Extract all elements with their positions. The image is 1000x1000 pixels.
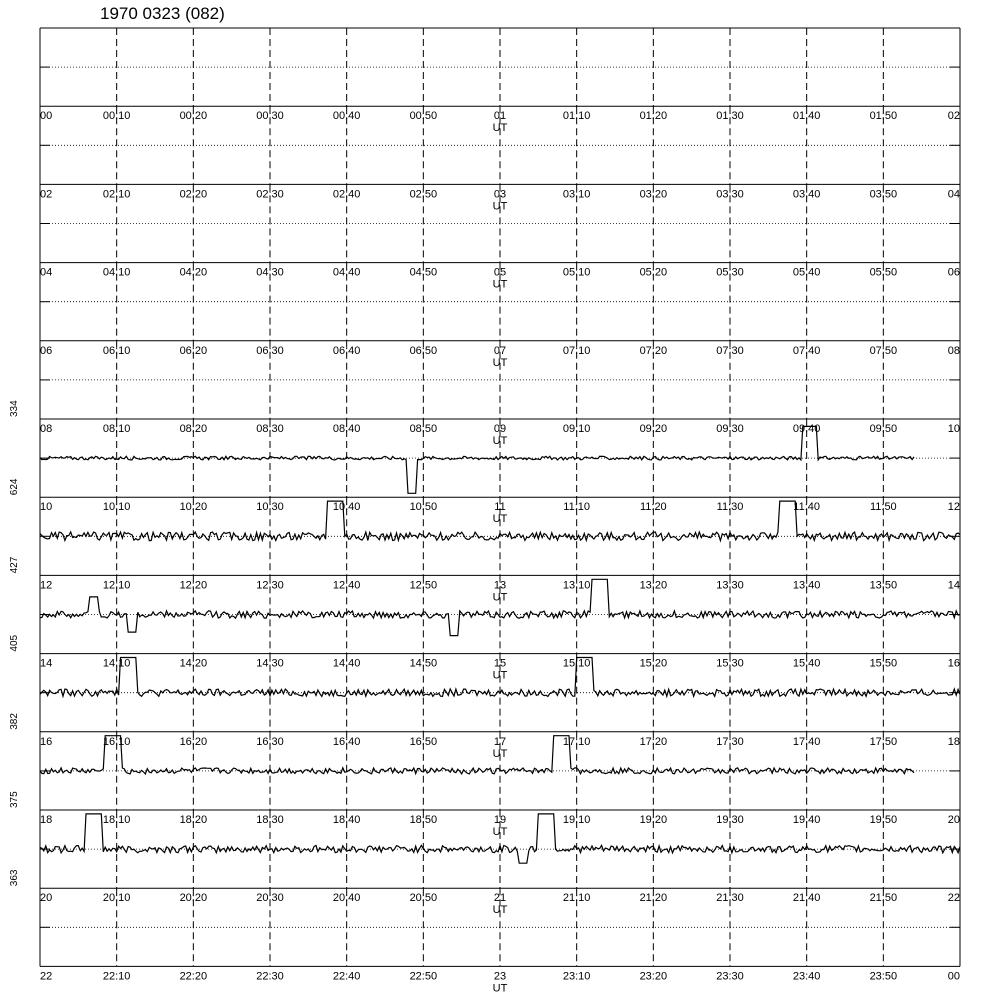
x-tick-label: 07:50	[869, 344, 898, 357]
x-tick-label: 15:20	[639, 657, 668, 670]
x-tick-label: 08:40	[332, 423, 361, 435]
x-tick-label: 19:20	[639, 814, 668, 826]
x-tick-label: 08:30	[256, 423, 284, 435]
x-tick-label: 20:40	[332, 892, 361, 905]
x-tick-label: 13:30	[716, 579, 744, 592]
chart-title: 1970 0323 (082)	[100, 4, 225, 23]
x-tick-label: 19:30	[716, 814, 744, 826]
x-tick-label: 22	[947, 892, 960, 905]
x-tick-label: 04	[947, 188, 960, 201]
x-tick-label: 06:20	[179, 344, 208, 357]
x-tick-label: 02	[40, 188, 53, 201]
x-tick-label: 21:30	[716, 892, 744, 905]
x-tick-label: 20	[40, 892, 53, 905]
x-tick-label: 13:20	[639, 579, 668, 592]
x-tick-label: 15:10	[562, 657, 591, 670]
x-tick-label: 03:20	[639, 188, 668, 201]
row-side-label: 382	[9, 713, 20, 730]
x-tick-label: 19	[493, 814, 507, 826]
x-tick-label: 11:30	[716, 501, 744, 514]
x-tick-label: 21:20	[639, 892, 668, 905]
x-tick-label: 02:30	[256, 188, 284, 201]
x-tick-label: 09:30	[716, 423, 744, 435]
x-tick-label: 14:10	[102, 657, 131, 670]
x-tick-label: 07:20	[639, 344, 668, 357]
x-tick-label: 10:40	[332, 501, 361, 514]
x-tick-label: 18	[40, 814, 53, 826]
data-trace	[40, 736, 914, 774]
x-tick-label: 17:40	[792, 735, 821, 748]
x-axis-label: UT	[492, 669, 508, 682]
x-tick-label: 23:40	[792, 970, 821, 983]
data-trace	[40, 426, 914, 493]
x-tick-label: 12:20	[179, 579, 208, 592]
x-tick-label: 23:30	[716, 970, 744, 983]
x-tick-label: 16:10	[102, 735, 131, 748]
x-tick-label: 12:40	[332, 579, 361, 592]
x-tick-label: 16:30	[256, 735, 284, 748]
x-axis-label: UT	[492, 435, 508, 447]
x-tick-label: 22:50	[409, 970, 438, 983]
x-axis-label: UT	[492, 591, 508, 604]
x-tick-label: 15:40	[792, 657, 821, 670]
x-tick-label: 08:10	[102, 423, 131, 435]
x-tick-label: 02:20	[179, 188, 208, 201]
x-tick-label: 05:10	[562, 266, 591, 279]
x-tick-label: 02:40	[332, 188, 361, 201]
x-tick-label: 18	[947, 735, 960, 748]
x-tick-label: 06:30	[256, 344, 284, 357]
x-tick-label: 22:20	[179, 970, 208, 983]
x-tick-label: 03:10	[562, 188, 591, 201]
x-tick-label: 22	[40, 970, 53, 983]
x-tick-label: 22:30	[256, 970, 284, 983]
x-tick-label: 10:20	[179, 501, 208, 514]
x-tick-label: 15	[493, 657, 507, 670]
x-tick-label: 02:10	[102, 188, 131, 201]
x-tick-label: 10:10	[102, 501, 131, 514]
x-tick-label: 03:30	[716, 188, 744, 201]
x-tick-label: 06:40	[332, 344, 361, 357]
x-tick-label: 02:50	[409, 188, 438, 201]
x-tick-label: 04:30	[256, 266, 284, 279]
x-tick-label: 10:30	[256, 501, 284, 514]
x-tick-label: 11:40	[793, 501, 821, 514]
x-tick-label: 17:30	[716, 735, 744, 748]
x-tick-label: 05	[493, 266, 507, 279]
row-side-label: 375	[9, 791, 20, 808]
x-tick-label: 17:50	[869, 735, 898, 748]
x-tick-label: 04:20	[179, 266, 208, 279]
x-axis-label: UT	[492, 513, 508, 526]
x-axis-label: UT	[492, 747, 508, 760]
x-tick-label: 18:10	[102, 814, 131, 826]
x-tick-label: 09:20	[639, 423, 668, 435]
x-tick-label: 16	[40, 735, 53, 748]
x-tick-label: 21:50	[869, 892, 898, 905]
x-tick-label: 12:10	[102, 579, 131, 592]
x-tick-label: 00:20	[179, 110, 208, 123]
x-tick-label: 09:50	[869, 423, 898, 435]
x-tick-label: 20	[947, 814, 960, 826]
x-tick-label: 17	[493, 735, 507, 748]
x-tick-label: 08:50	[409, 423, 438, 435]
x-axis-label: UT	[492, 356, 508, 369]
x-tick-label: 05:40	[792, 266, 821, 279]
x-tick-label: 14:40	[332, 657, 361, 670]
x-axis-label: UT	[492, 122, 508, 135]
x-tick-label: 12	[947, 501, 960, 514]
x-tick-label: 10	[947, 423, 960, 435]
x-tick-label: 13:10	[562, 579, 591, 592]
x-tick-label: 11:20	[639, 501, 667, 514]
x-tick-label: 07:10	[562, 344, 591, 357]
x-tick-label: 20:50	[409, 892, 438, 905]
x-tick-label: 17:20	[639, 735, 668, 748]
x-tick-label: 03	[493, 188, 507, 201]
x-tick-label: 19:40	[792, 814, 821, 826]
x-tick-label: 00	[947, 970, 960, 983]
row-side-label: 405	[9, 634, 20, 652]
x-tick-label: 17:10	[562, 735, 591, 748]
x-tick-label: 22:10	[102, 970, 131, 983]
x-tick-label: 04:50	[409, 266, 438, 279]
x-tick-label: 13:50	[869, 579, 898, 592]
x-tick-label: 23	[493, 970, 507, 983]
x-tick-label: 05:30	[716, 266, 744, 279]
x-tick-label: 01	[493, 110, 507, 123]
x-tick-label: 14	[40, 657, 53, 670]
x-tick-label: 15:50	[869, 657, 898, 670]
x-tick-label: 21:40	[792, 892, 821, 905]
x-tick-label: 01:40	[792, 110, 821, 123]
x-tick-label: 06:50	[409, 344, 438, 357]
x-tick-label: 18:50	[409, 814, 438, 826]
x-tick-label: 15:30	[716, 657, 744, 670]
x-tick-label: 04	[40, 266, 53, 279]
row-side-label: 363	[9, 869, 20, 887]
row-side-label: 334	[9, 400, 20, 417]
x-tick-label: 18:20	[179, 814, 208, 826]
x-axis-label: UT	[492, 200, 508, 213]
x-tick-label: 00:50	[409, 110, 438, 123]
x-tick-label: 00:40	[332, 110, 361, 123]
x-tick-label: 14	[947, 579, 960, 592]
x-tick-label: 23:20	[639, 970, 668, 983]
x-tick-label: 12:30	[256, 579, 284, 592]
x-tick-label: 03:40	[792, 188, 821, 201]
x-tick-label: 16:40	[332, 735, 361, 748]
x-tick-label: 23:10	[562, 970, 591, 983]
x-tick-label: 01:10	[562, 110, 591, 123]
x-tick-label: 13	[493, 579, 507, 592]
x-tick-label: 06	[40, 344, 53, 357]
x-tick-label: 22:40	[332, 970, 361, 983]
x-tick-label: 06	[947, 266, 960, 279]
x-tick-label: 20:10	[102, 892, 131, 905]
x-tick-label: 07:30	[716, 344, 744, 357]
x-tick-label: 09:40	[792, 423, 821, 435]
row-side-label: 427	[9, 556, 20, 574]
x-tick-label: 03:50	[869, 188, 898, 201]
x-tick-label: 01:20	[639, 110, 668, 123]
x-tick-label: 11:10	[563, 501, 591, 514]
x-tick-label: 14:50	[409, 657, 438, 670]
x-tick-label: 11:50	[869, 501, 897, 514]
x-tick-label: 10:50	[409, 501, 438, 514]
x-tick-label: 08:20	[179, 423, 208, 435]
x-tick-label: 00	[40, 110, 53, 123]
x-tick-label: 19:50	[869, 814, 898, 826]
x-tick-label: 20:20	[179, 892, 208, 905]
x-tick-label: 07:40	[792, 344, 821, 357]
x-tick-label: 18:40	[332, 814, 361, 826]
x-tick-label: 19:10	[562, 814, 591, 826]
x-tick-label: 21	[493, 892, 507, 905]
x-tick-label: 20:30	[256, 892, 284, 905]
x-tick-label: 13:40	[792, 579, 821, 592]
x-tick-label: 07	[493, 344, 507, 357]
x-tick-label: 02	[947, 110, 960, 123]
x-tick-label: 08	[40, 423, 53, 435]
x-axis-label: UT	[492, 904, 508, 917]
x-tick-label: 00:30	[256, 110, 284, 123]
x-tick-label: 00:10	[102, 110, 131, 123]
x-tick-label: 12:50	[409, 579, 438, 592]
x-tick-label: 11	[494, 501, 506, 514]
x-tick-label: 16	[947, 657, 960, 670]
x-tick-label: 16:20	[179, 735, 208, 748]
x-tick-label: 01:30	[716, 110, 744, 123]
x-tick-label: 06:10	[102, 344, 131, 357]
x-tick-label: 10	[40, 501, 53, 514]
x-axis-label: UT	[492, 982, 508, 995]
x-tick-label: 04:10	[102, 266, 131, 279]
x-tick-label: 09:10	[562, 423, 591, 435]
x-axis-label: UT	[492, 278, 508, 291]
x-tick-label: 21:10	[562, 892, 591, 905]
row-side-label: 624	[9, 478, 20, 496]
x-tick-label: 05:20	[639, 266, 668, 279]
x-tick-label: 18:30	[256, 814, 284, 826]
x-axis-label: UT	[492, 826, 508, 838]
x-tick-label: 14:20	[179, 657, 208, 670]
x-tick-label: 09	[493, 423, 507, 435]
x-tick-label: 04:40	[332, 266, 361, 279]
x-tick-label: 01:50	[869, 110, 898, 123]
x-tick-label: 12	[40, 579, 53, 592]
x-tick-label: 23:50	[869, 970, 898, 983]
x-tick-label: 08	[947, 344, 960, 357]
x-tick-label: 16:50	[409, 735, 438, 748]
x-tick-label: 05:50	[869, 266, 898, 279]
x-tick-label: 14:30	[256, 657, 284, 670]
